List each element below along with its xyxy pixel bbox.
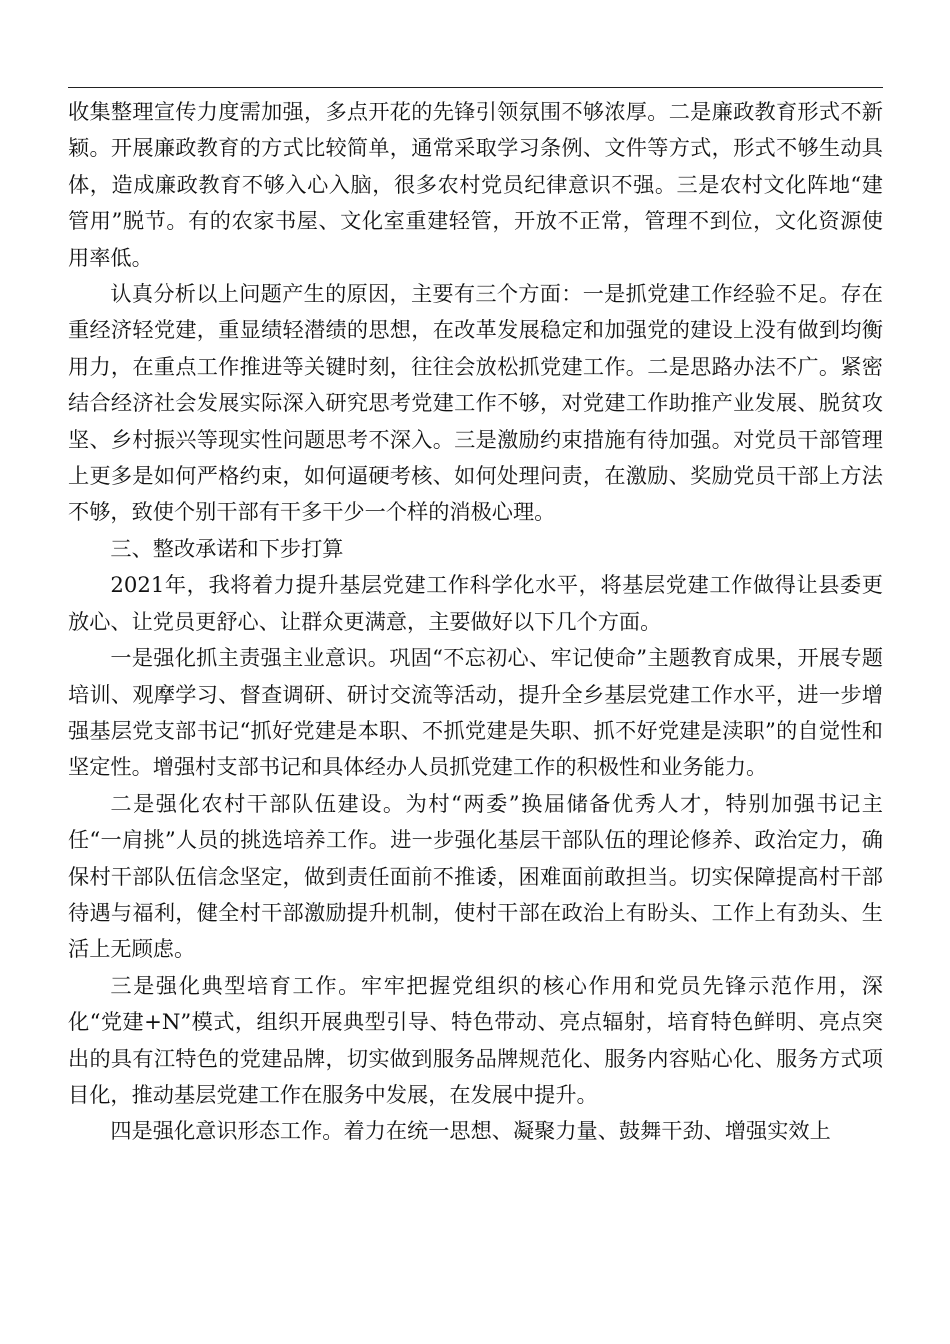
paragraph-point-three: 三是强化典型培育工作。牢牢把握党组织的核心作用和党员先锋示范作用，深化“党建+N”模式，组织开展典型引导、特色带动、亮点辐射，培育特色鲜明、亮点突出的具有江特色的党建品牌，切实做到服务品牌规范化、服务内容贴心化、服务方式项目化，推动基层党建工作在服务中发展，在发展中提升。 xyxy=(68,972,883,1107)
paragraph-point-one: 一是强化抓主责强主业意识。巩固“不忘初心、牢记使命”主题教育成果，开展专题培训、观摩学习、督查调研、研讨交流等活动，提升全乡基层党建工作水平，进一步增强基层党支部书记“抓好党建是本职、不抓党建是失职、抓不好党建是渎职”的自觉性和坚定性。增强村支部书记和具体经办人员抓党建工作的积极性和业务能力。 xyxy=(68,645,883,780)
section-heading: 三、整改承诺和下步打算 xyxy=(110,535,344,561)
document-body xyxy=(68,94,883,1150)
header-rule xyxy=(68,87,883,88)
paragraph-point-two: 二是强化农村干部队伍建设。为村“两委”换届储备优秀人才，特别加强书记主任“一肩挑”人员的挑选培养工作。进一步强化基层干部队伍的理论修养、政治定力，确保村干部队伍信念坚定，做到责任面前不推诿，困难面前敢担当。切实保障提高村干部待遇与福利，健全村干部激励提升机制，使村干部在政治上有盼头、工作上有劲头、生活上无顾虑。 xyxy=(68,790,883,962)
paragraph-2021-plan: 2021年，我将着力提升基层党建工作科学化水平，将基层党建工作做得让县委更放心、让党员更舒心、让群众更满意，主要做好以下几个方面。 xyxy=(68,572,883,634)
paragraph-continuation: 收集整理宣传力度需加强，多点开花的先锋引领氛围不够浓厚。二是廉政教育形式不新颖。开展廉政教育的方式比较简单，通常采取学习条例、文件等方式，形式不够生动具体，造成廉政教育不够入心入脑，很多农村党员纪律意识不强。三是农村文化阵地“建管用”脱节。有的农家书屋、文化室重建轻管，开放不正常，管理不到位，文化资源使用率低。 xyxy=(68,99,883,270)
paragraph-point-four: 四是强化意识形态工作。着力在统一思想、凝聚力量、鼓舞干劲、增强实效上 xyxy=(110,1118,831,1144)
paragraph-cause-analysis: 认真分析以上问题产生的原因，主要有三个方面：一是抓党建工作经验不足。存在重经济轻党建，重显绩轻潜绩的思想，在改革发展稳定和加强党的建设上没有做到均衡用力，在重点工作推进等关键时刻，往往会放松抓党建工作。二是思路办法不广。紧密结合经济社会发展实际深入研究思考党建工作不够，对党建工作助推产业发展、脱贫攻坚、乡村振兴等现实性问题思考不深入。三是激励约束措施有待加强。对党员干部管理上更多是如何严格约束，如何逼硬考核、如何处理问责，在激励、奖励党员干部上方法不够，致使个别干部有干多干少一个样的消极心理。 xyxy=(68,281,883,525)
